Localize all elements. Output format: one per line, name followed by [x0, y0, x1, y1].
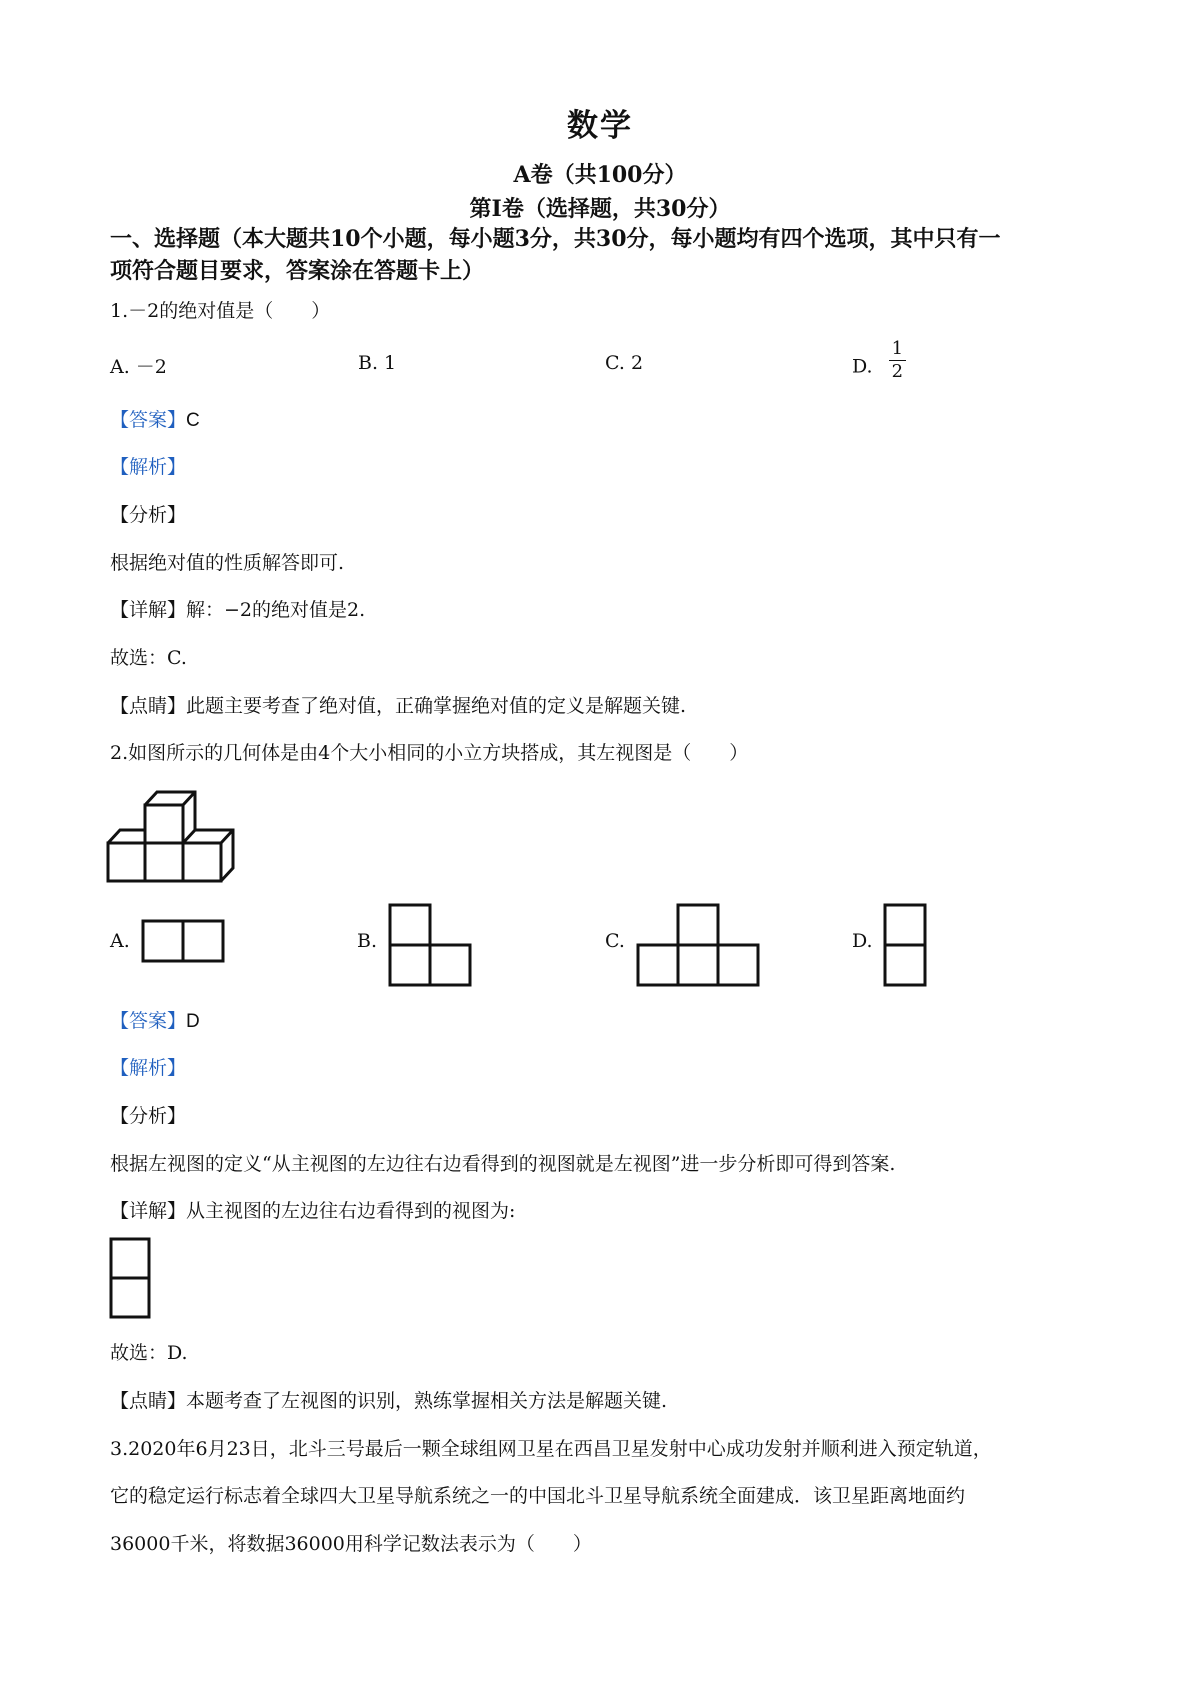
- q3-stem-line2: 它的稳定运行标志着全球四大卫星导航系统之一的中国北斗卫星导航系统全面建成．该卫星距离地面约: [110, 1485, 966, 1507]
- q2-option-a-label: A.: [110, 930, 130, 952]
- cube-solid-figure: [105, 785, 255, 915]
- q1-dianjing: [110, 691, 686, 718]
- xiangjie-text: 从主视图的左边往右边看得到的视图为:: [186, 1200, 516, 1222]
- q2-option-b-label: B.: [357, 930, 378, 952]
- fraction: [889, 338, 906, 383]
- part-subtitle: 第Ⅰ卷（选择题，共30分）: [469, 196, 731, 222]
- section-heading-line1: 一、选择题（本大题共10个小题，每小题3分，共30分，每小题均有四个选项，其中只有一: [110, 226, 1001, 252]
- fraction-numerator: 1: [889, 338, 906, 361]
- q1-option-c: C. 2: [605, 352, 644, 374]
- q2-conclusion: 故选：D.: [110, 1342, 188, 1364]
- answer-tag: 【答案】: [110, 1010, 187, 1032]
- q2-option-c-label: C.: [605, 930, 625, 952]
- q1-option-d: [852, 338, 906, 383]
- xiangjie-text: 解：−2的绝对值是2.: [186, 599, 366, 621]
- q2-option-d-figure: [882, 902, 928, 988]
- q1-fenxi-text: 根据绝对值的性质解答即可.: [110, 552, 345, 574]
- dianjing-text: 此题主要考查了绝对值，正确掌握绝对值的定义是解题关键.: [186, 695, 687, 717]
- q1-fenxi-tag: 【分析】: [110, 504, 187, 526]
- left-view-figure: [108, 1236, 154, 1322]
- q3-stem-line3: 36000千米，将数据36000用科学记数法表示为（ ）: [110, 1533, 592, 1555]
- q3-stem-line1: 3.2020年6月23日，北斗三号最后一颗全球组网卫星在西昌卫星发射中心成功发射并顺利进入预定轨道，: [110, 1438, 992, 1460]
- q2-option-a-figure: [140, 918, 226, 964]
- xiangjie-tag: 【详解】: [110, 1200, 187, 1222]
- q2-jiexi-tag: 【解析】: [110, 1057, 187, 1079]
- q1-option-d-label: D.: [852, 355, 873, 378]
- q2-fenxi-tag: 【分析】: [110, 1105, 187, 1127]
- q2-answer: [110, 1006, 200, 1033]
- q1-jiexi-tag: 【解析】: [110, 456, 187, 478]
- q2-option-b-figure: [387, 902, 473, 988]
- xiangjie-tag: 【详解】: [110, 599, 187, 621]
- q1-xiangjie: [110, 595, 365, 622]
- q1-conclusion: 故选：C.: [110, 647, 187, 669]
- paper-subtitle: A卷（共100分）: [513, 162, 687, 188]
- q2-dianjing: [110, 1386, 667, 1413]
- q2-fenxi-text: 根据左视图的定义“从主视图的左边往右边看得到的视图就是左视图”进一步分析即可得到答案.: [110, 1153, 896, 1175]
- fraction-denominator: 2: [891, 361, 904, 382]
- document-title: 数学: [567, 108, 633, 144]
- dianjing-text: 本题考查了左视图的识别，熟练掌握相关方法是解题关键.: [186, 1390, 668, 1412]
- q2-option-d-label: D.: [852, 930, 873, 952]
- dianjing-tag: 【点睛】: [110, 695, 187, 717]
- dianjing-tag: 【点睛】: [110, 1390, 187, 1412]
- q2-stem: 2.如图所示的几何体是由4个大小相同的小立方块搭成，其左视图是（ ）: [110, 742, 749, 764]
- answer-tag: 【答案】: [110, 409, 187, 431]
- q1-option-b: B. 1: [358, 352, 397, 374]
- q1-answer: [110, 405, 200, 432]
- q1-option-a: A. －2: [110, 356, 167, 378]
- answer-value: C: [186, 410, 200, 431]
- q2-xiangjie: [110, 1196, 515, 1223]
- answer-value: D: [186, 1011, 200, 1032]
- section-heading-line2: 项符合题目要求，答案涂在答题卡上）: [110, 258, 485, 284]
- q2-option-c-figure: [635, 902, 761, 988]
- q1-stem: 1.－2的绝对值是（ ）: [110, 300, 331, 322]
